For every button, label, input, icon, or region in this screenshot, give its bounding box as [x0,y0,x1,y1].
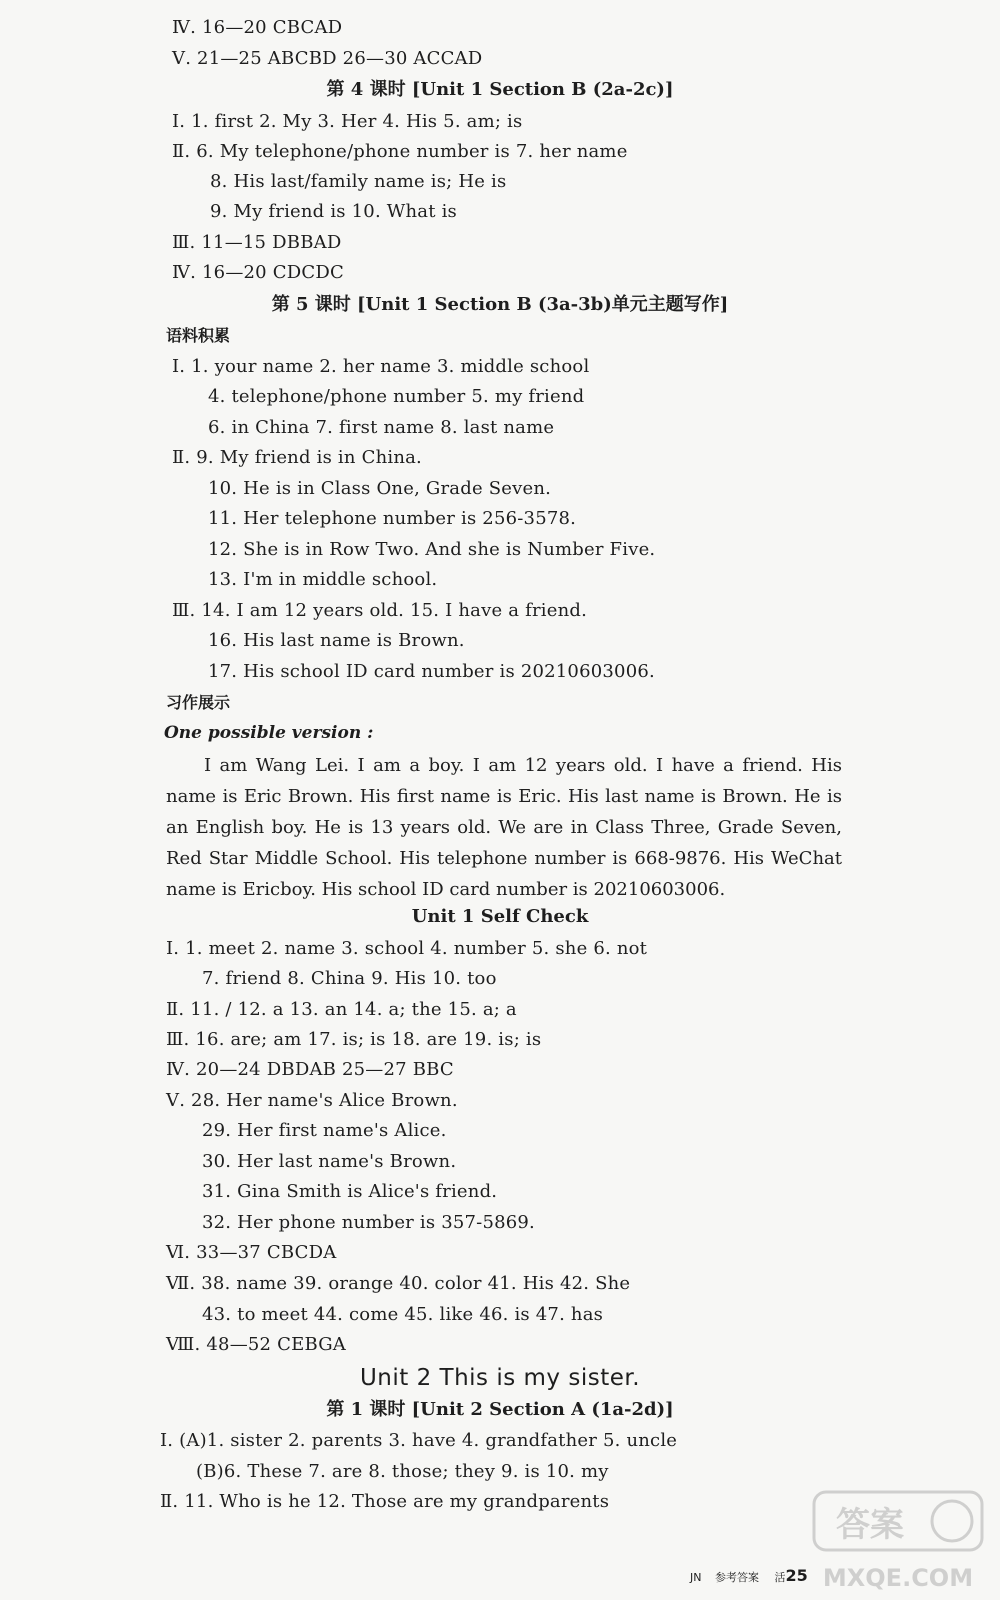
answer-line: Ⅰ. 1. your name 2. her name 3. middle school [172,356,590,377]
lesson-heading: 第 5 课时 [Unit 1 Section B (3a-3b)单元主题写作] [271,294,729,315]
lesson-heading: 第 4 课时 [Unit 1 Section B (2a-2c)] [326,79,674,100]
answer-line: Ⅵ. 33—37 CBCDA [166,1242,337,1263]
book-code: JN [690,1571,702,1584]
answer-line: Ⅳ. 16—20 CBCAD [172,17,343,38]
page-number: 25 [785,1566,808,1585]
answer-line: Ⅳ. 20—24 DBDAB 25—27 BBC [166,1059,454,1080]
answer-line: 29. Her first name's Alice. [202,1120,447,1141]
unit-title: Unit 2 This is my sister. [359,1365,641,1391]
answer-line: 43. to meet 44. come 45. like 46. is 47. has [202,1304,604,1325]
answer-line: 17. His school ID card number is 20210603006. [208,661,655,682]
answer-line: Ⅱ. 11. Who is he 12. Those are my grandparents [160,1491,610,1512]
answer-line: 32. Her phone number is 357-5869. [202,1212,535,1233]
answer-line: 7. friend 8. China 9. His 10. too [202,968,497,989]
answer-line: Ⅳ. 16—20 CDCDC [172,262,344,283]
answer-line: 4. telephone/phone number 5. my friend [208,386,585,407]
answer-line: 10. He is in Class One, Grade Seven. [208,478,552,499]
answer-line: Ⅰ. 1. first 2. My 3. Her 4. His 5. am; is [172,111,523,132]
answer-line: Ⅱ. 9. My friend is in China. [172,447,422,468]
answer-line: 30. Her last name's Brown. [202,1151,457,1172]
watermark-top-text: 答案 [836,1505,904,1545]
answer-line: Ⅶ. 38. name 39. orange 40. color 41. His 42. She [166,1273,631,1294]
answer-line: Ⅲ. 14. I am 12 years old. 15. I have a friend. [172,600,588,621]
answer-line: Ⅱ. 11. / 12. a 13. an 14. a; the 15. a; a [166,999,517,1020]
page-footer [690,1566,808,1588]
lesson-heading: 第 1 课时 [Unit 2 Section A (1a-2d)] [326,1399,674,1420]
answer-line: Ⅱ. 6. My telephone/phone number is 7. her name [172,141,628,162]
answer-line: 13. I'm in middle school. [208,569,438,590]
answer-line: Ⅴ. 21—25 ABCBD 26—30 ACCAD [172,48,483,69]
section-subheading: 语料积累 [166,326,231,345]
answer-line: 8. His last/family name is; He is [210,171,507,192]
watermark-bottom-text: MXQE.COM [822,1564,974,1592]
answer-line: 16. His last name is Brown. [208,630,465,651]
footer-label: 参考答案 [714,1571,759,1584]
answer-line: 6. in China 7. first name 8. last name [208,417,555,438]
answer-line: Ⅰ. (A)1. sister 2. parents 3. have 4. grandfather 5. uncle [160,1430,678,1451]
answer-line: Ⅷ. 48—52 CEBGA [166,1334,346,1355]
watermark-badge-icon [812,1488,984,1596]
answer-line: 31. Gina Smith is Alice's friend. [202,1181,498,1202]
answer-line: 12. She is in Row Two. And she is Number Five. [208,539,656,560]
section-subheading: 习作展示 [166,693,231,712]
sample-essay: I am Wang Lei. I am a boy. I am 12 years old. I have a friend. His name is Eric Brown. His first name is Eric. His last name is Brown. He is an English boy. He is 13 years old. We are in Class Three, Grade Seven, Red Star Middle School. His telephone number is 668-9876. His WeChat name is Ericboy. His school ID card number is 20210603006. [166,755,842,900]
version-label: One possible version : [164,723,374,743]
page-prefix: 活 [774,1571,786,1584]
answer-line: Ⅰ. 1. meet 2. name 3. school 4. number 5. she 6. not [166,938,648,959]
answer-line: Ⅲ. 16. are; am 17. is; is 18. are 19. is; is [166,1029,542,1050]
self-check-heading: Unit 1 Self Check [411,906,589,927]
answer-line: Ⅴ. 28. Her name's Alice Brown. [166,1090,458,1111]
answer-line: 11. Her telephone number is 256-3578. [208,508,577,529]
answer-line: 9. My friend is 10. What is [210,201,457,222]
answer-line: (B)6. These 7. are 8. those; they 9. is 10. my [196,1461,609,1482]
answer-line: Ⅲ. 11—15 DBBAD [172,232,342,253]
watermark-logo [812,1488,984,1596]
